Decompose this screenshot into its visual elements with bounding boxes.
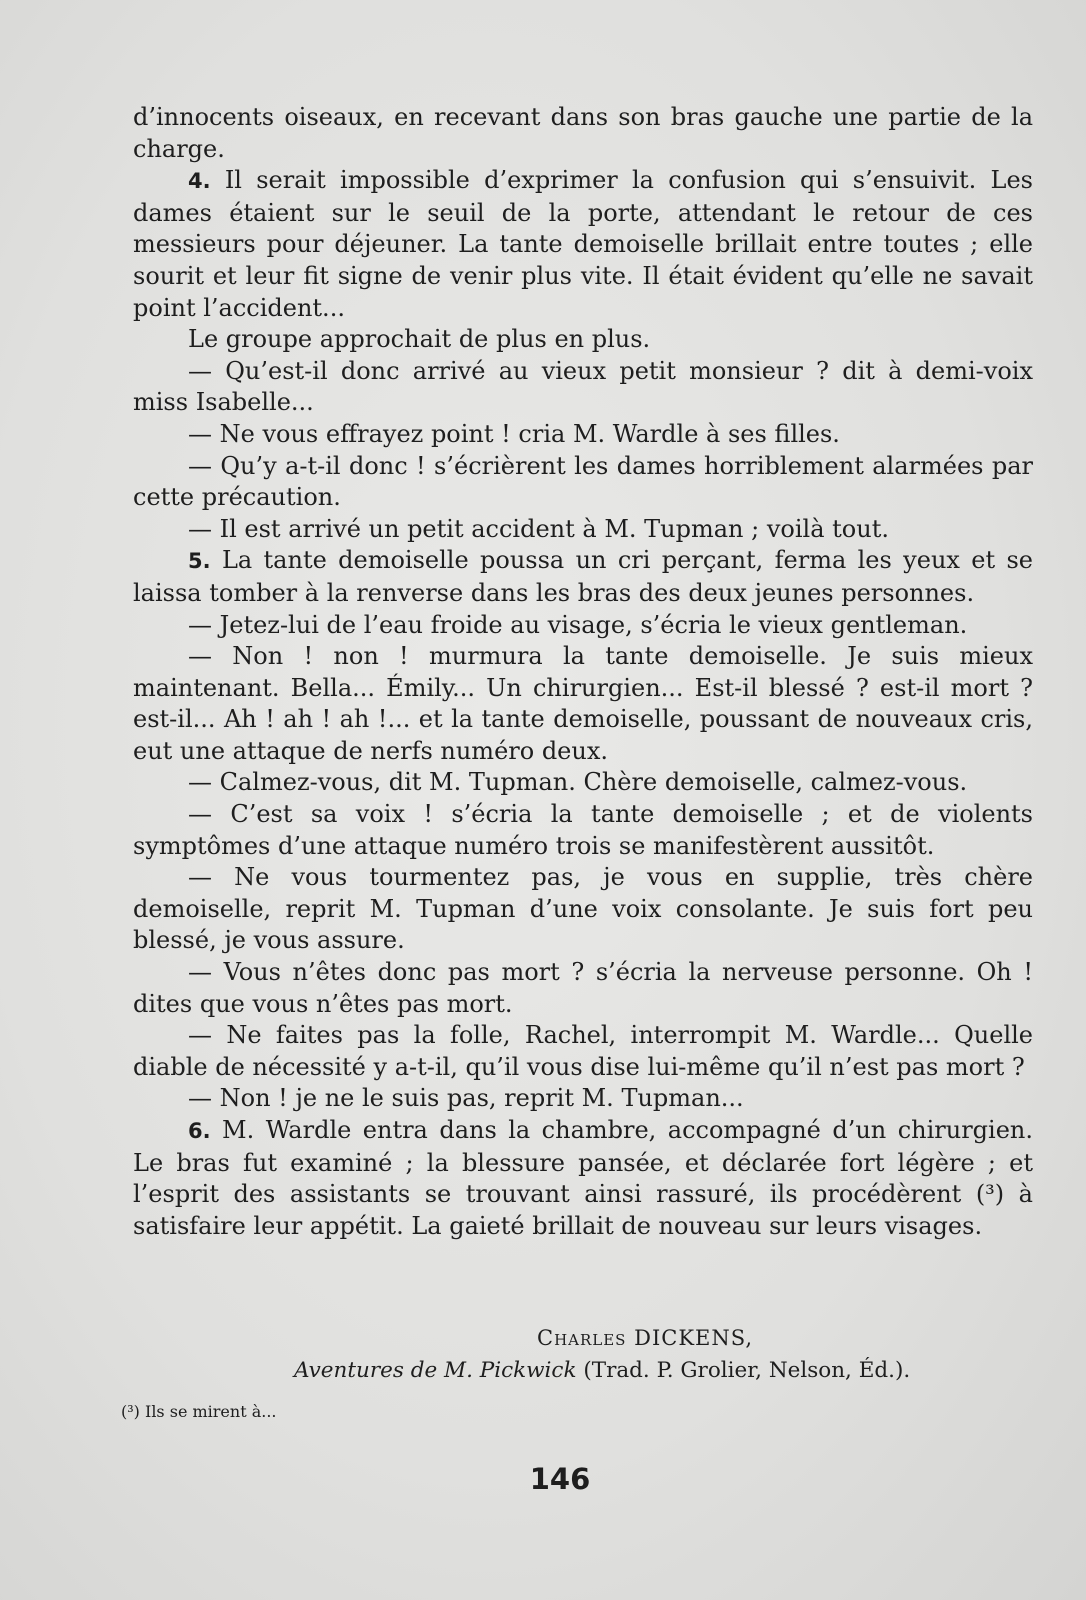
dialogue-line [133, 610, 1033, 642]
paragraph-text: M. Wardle entra dans la chambre, accompagné d’un chirurgien. Le bras fut examiné ; la blessure pansée, et déclarée fort légère ; et l’esprit des assistants se trouvant ainsi rassuré, ils procédèrent (³) à satisfaire leur appétit. La gaieté brillait de nouveau sur leurs visages. [133, 1116, 1033, 1240]
paragraph-text: — Ne vous tourmentez pas, je vous en supplie, très chère demoiselle, reprit M. Tupman d’une voix consolante. Je suis fort peu blessé, je vous assure. [133, 863, 1033, 955]
dialogue-line [133, 356, 1033, 419]
dialogue-line [133, 1083, 1033, 1115]
paragraph-text: — Non ! non ! murmura la tante demoiselle. Je suis mieux maintenant. Bella... Émily... Un chirurgien... Est-il blessé ? est-il mort ? est-il... Ah ! ah ! ah !... et la tante demoiselle, poussant de nouveaux cris, eut une attaque de nerfs numéro deux. [133, 642, 1033, 765]
paragraph-text: — Ne vous effrayez point ! cria M. Wardle à ses filles. [188, 419, 840, 448]
dialogue-line [133, 1020, 1033, 1083]
paragraph-text: Il serait impossible d’exprimer la confusion qui s’ensuivit. Les dames étaient sur le seuil de la porte, attendant le retour de ces messieurs pour déjeuner. La tante demoiselle brillait entre toutes ; elle sourit et leur fit signe de venir plus vite. Il était évident qu’elle ne savait point l’accident... [133, 166, 1033, 322]
work-title: Aventures de M. Pickwick [294, 1358, 577, 1383]
paragraph-text: — C’est sa voix ! s’écria la tante demoiselle ; et de violents symptômes d’une attaque numéro trois se manifestèrent aussitôt. [133, 800, 1033, 860]
paragraph-4 [133, 165, 1033, 324]
paragraph-text: — Qu’y a-t-il donc ! s’écrièrent les dames horriblement alarmées par cette précaution. [133, 451, 1033, 512]
dialogue-line [133, 419, 1033, 451]
paragraph-number: 5. [188, 549, 211, 574]
paragraph [133, 324, 1033, 356]
paragraph-text: — Vous n’êtes donc pas mort ? s’écria la nerveuse personne. Oh ! dites que vous n’êtes pas mort. [133, 958, 1033, 1018]
dialogue-line [133, 799, 1033, 862]
dialogue-line [133, 862, 1033, 957]
paragraph-text: Le groupe approchait de plus en plus. [188, 325, 651, 354]
paragraph-text: — Il est arrivé un petit accident à M. Tupman ; voilà tout. [188, 514, 889, 543]
publisher-info: (Trad. P. Grolier, Nelson, Éd.). [576, 1358, 911, 1383]
footnote [121, 1402, 277, 1421]
dialogue-line [133, 514, 1033, 546]
paragraph-number: 4. [188, 169, 211, 194]
page-number: 146 [529, 1462, 591, 1496]
body-text [133, 102, 1033, 1242]
footnote-marker: (³) [121, 1402, 140, 1421]
paragraph-text: — Calmez-vous, dit M. Tupman. Chère demoiselle, calmez-vous. [188, 768, 968, 797]
author-name: Charles DICKENS, [537, 1326, 754, 1350]
source-citation [294, 1358, 910, 1383]
dialogue-line [133, 767, 1033, 799]
paragraph-number: 6. [188, 1119, 211, 1143]
dialogue-line [133, 641, 1033, 767]
paragraph-text: — Non ! je ne le suis pas, reprit M. Tupman... [188, 1084, 744, 1113]
paragraph-5 [133, 545, 1033, 609]
footnote-text: Ils se mirent à... [139, 1402, 277, 1421]
paragraph-text: d’innocents oiseaux, en recevant dans son bras gauche une partie de la charge. [133, 103, 1033, 163]
paragraph-continuation [133, 102, 1033, 165]
dialogue-line [133, 957, 1033, 1020]
dialogue-line [133, 451, 1033, 514]
paragraph-text: — Ne faites pas la folle, Rachel, interrompit M. Wardle... Quelle diable de nécessité y a-t-il, qu’il vous dise lui-même qu’il n’est pas mort ? [133, 1021, 1033, 1081]
paragraph-text: La tante demoiselle poussa un cri perçant, ferma les yeux et se laissa tomber à la renverse dans les bras des deux jeunes personnes. [133, 546, 1033, 607]
paragraph-6 [133, 1115, 1033, 1242]
paragraph-text: — Jetez-lui de l’eau froide au visage, s’écria le vieux gentleman. [188, 610, 968, 639]
paragraph-text: — Qu’est-il donc arrivé au vieux petit monsieur ? dit à demi-voix miss Isabelle... [133, 356, 1033, 417]
